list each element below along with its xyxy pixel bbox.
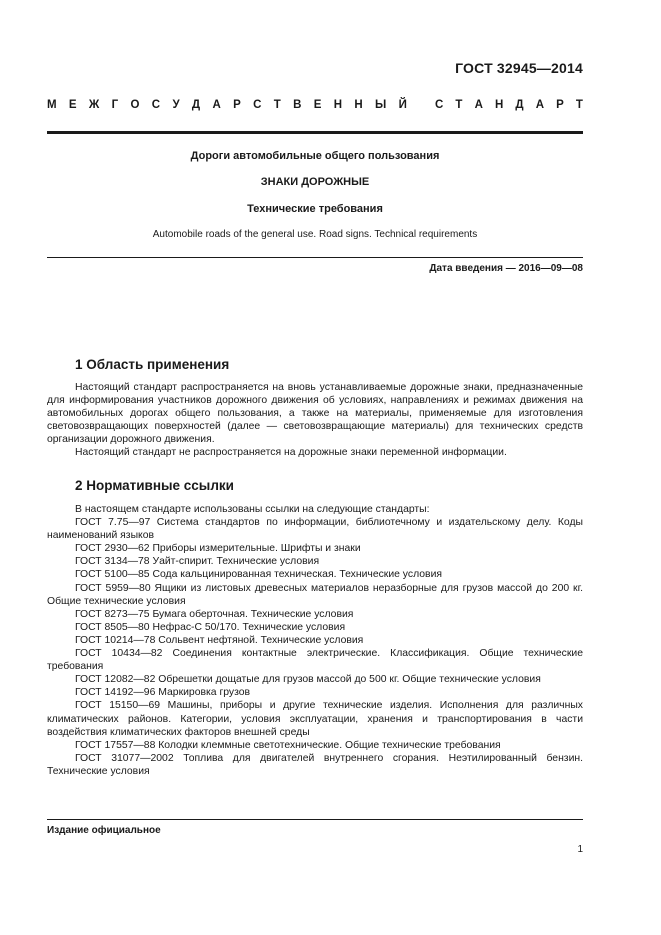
banner-letter: Д — [515, 99, 524, 111]
reference-item: ГОСТ 2930—62 Приборы измерительные. Шрифты и знаки — [75, 543, 361, 555]
introduction-date: Дата введения — 2016—09—08 — [429, 263, 583, 274]
banner-letter: Й — [398, 99, 407, 111]
reference-item: ГОСТ 14192—96 Маркировка грузов — [75, 687, 251, 699]
reference-item: ГОСТ 5959—80 Ящики из листовых древесных материалов неразборные для грузов массой до 200 кг. Общие технические условия — [47, 582, 583, 607]
banner-letter: О — [130, 99, 140, 111]
banner-letter: М — [47, 99, 57, 111]
reference-item: ГОСТ 31077—2002 Топлива для двигателей внутреннего сгорания. Неэтилированный бензин. Технические условия — [47, 752, 583, 777]
reference-item: ГОСТ 10434—82 Соединения контактные электрические. Классификация. Общие технические требования — [47, 648, 583, 673]
banner-letter: Е — [313, 99, 322, 111]
banner-letter: А — [535, 99, 545, 111]
section-2-title: 2 Нормативные ссылки — [75, 478, 234, 493]
reference-item: ГОСТ 10214—78 Сольвент нефтяной. Технические условия — [75, 634, 364, 646]
banner-letter: А — [212, 99, 221, 111]
interstate-standard-banner — [47, 99, 583, 111]
official-edition-label: Издание официальное — [47, 825, 161, 836]
reference-item: ГОСТ 15150—69 Машины, приборы и другие технические изделия. Исполнения для различных климатических районов. Категории, условия эксплуатации, хранения и транспортирования в части воздействия климатических факторов внешней среды — [47, 700, 583, 738]
title-road-category: Дороги автомобильные общего пользования — [190, 150, 440, 162]
banner-letter: У — [172, 99, 180, 111]
banner-word-interstate — [47, 99, 407, 111]
banner-letter: Ж — [88, 99, 100, 111]
banner-letter: Р — [556, 99, 564, 111]
banner-word-standard — [435, 99, 583, 111]
reference-item: ГОСТ 12082—82 Обрешетки дощатые для грузов массой до 500 кг. Общие технические условия — [75, 674, 541, 686]
banner-letter: Т — [273, 99, 281, 111]
section-2-intro: В настоящем стандарте использованы ссылки на следующие стандарты: — [75, 504, 430, 515]
banner-letter: Н — [333, 99, 343, 111]
reference-item: ГОСТ 8273—75 Бумага оберточная. Технические условия — [75, 608, 354, 620]
section-1-paragraph: Настоящий стандарт распространяется на вновь устанавливаемые дорожные знаки, предназначенные для информирования участников дорожного движения об условиях, направлениях и режимах движения на автомобильных дорогах общего пользования, а также на материалы, применяемые для изготовления световозвращающих поверхностей (далее — световозвращающие материалы) для технических средств организации дорожного движения. — [47, 382, 583, 446]
banner-letter: Н — [494, 99, 504, 111]
banner-letter: С — [151, 99, 161, 111]
banner-letter: В — [293, 99, 302, 111]
header-rule — [47, 131, 583, 134]
section-1-body — [47, 381, 583, 460]
reference-item: ГОСТ 8505—80 Нефрас-С 50/170. Технические условия — [75, 621, 346, 633]
banner-letter: С — [435, 99, 444, 111]
reference-item: ГОСТ 3134—78 Уайт-спирит. Технические условия — [75, 556, 320, 568]
banner-letter: С — [253, 99, 262, 111]
banner-letter: Г — [111, 99, 119, 111]
banner-letter: Е — [68, 99, 77, 111]
section-1-paragraph: Настоящий стандарт не распространяется на дорожные знаки переменной информации. — [75, 447, 507, 459]
banner-letter: Р — [233, 99, 241, 111]
banner-letter: Д — [191, 99, 201, 111]
page-number: 1 — [577, 844, 583, 855]
banner-letter: Ы — [375, 99, 387, 111]
reference-item: ГОСТ 5100—85 Сода кальцинированная техническая. Технические условия — [75, 569, 442, 581]
section-1-title: 1 Область применения — [75, 357, 230, 372]
reference-item: ГОСТ 17557—88 Колодки клеммные светотехнические. Общие технические требования — [75, 739, 501, 751]
banner-letter: Т — [575, 99, 583, 111]
banner-letter: Н — [354, 99, 363, 111]
title-english: Automobile roads of the general use. Road signs. Technical requirements — [152, 229, 478, 240]
footer-rule — [47, 819, 583, 820]
banner-letter: А — [474, 99, 483, 111]
title-rule — [47, 257, 583, 258]
reference-item: ГОСТ 7.75—97 Система стандартов по информации, библиотечному и издательскому делу. Коды наименований языков — [47, 517, 583, 542]
title-main: ЗНАКИ ДОРОЖНЫЕ — [260, 176, 370, 188]
title-subtitle: Технические требования — [247, 203, 383, 215]
banner-letter: Т — [455, 99, 463, 111]
section-2-body — [47, 503, 583, 778]
standard-number: ГОСТ 32945—2014 — [455, 60, 583, 76]
